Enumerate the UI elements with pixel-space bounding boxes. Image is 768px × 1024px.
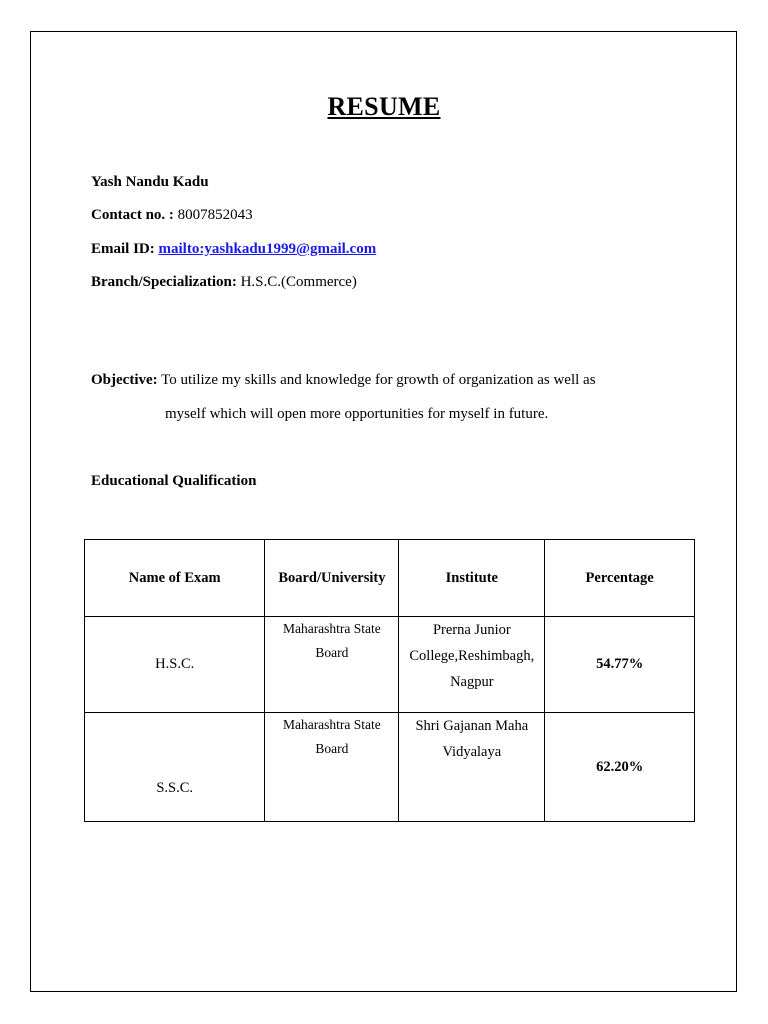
branch-line — [91, 274, 357, 291]
percentage-cell: 54.77% — [545, 617, 695, 713]
board-line: Board — [315, 645, 349, 660]
institute-line: College,Reshimbagh, — [409, 648, 535, 664]
branch-value: H.S.C.(Commerce) — [240, 274, 357, 290]
table-row — [85, 617, 695, 713]
contact-value: 8007852043 — [177, 207, 253, 223]
institute-line: Vidyalaya — [442, 744, 502, 760]
objective-text-line2: myself which will open more opportunities for myself in future. — [165, 406, 549, 422]
contact-label: Contact no. : — [91, 207, 174, 223]
institute-cell — [399, 713, 545, 822]
branch-label: Branch/Specialization: — [91, 274, 237, 290]
contact-line — [91, 207, 253, 224]
email-line — [91, 241, 376, 258]
email-label: Email ID: — [91, 241, 155, 257]
header-exam: Name of Exam — [85, 540, 265, 617]
table-row — [85, 713, 695, 822]
institute-cell — [399, 617, 545, 713]
objective-text-line1: To utilize my skills and knowledge for growth of organization as well as — [161, 372, 596, 388]
percentage-cell: 62.20% — [545, 713, 695, 822]
exam-cell: H.S.C. — [85, 617, 265, 713]
institute-line: Prerna Junior — [432, 622, 511, 638]
board-line: Maharashtra State — [282, 621, 381, 636]
board-cell — [265, 713, 399, 822]
header-institute: Institute — [399, 540, 545, 617]
email-link[interactable]: mailto:yashkadu1999@gmail.com — [158, 241, 377, 257]
table-header-row — [85, 540, 695, 617]
candidate-name: Yash Nandu Kadu — [91, 174, 209, 190]
board-line: Board — [315, 741, 349, 756]
board-cell — [265, 617, 399, 713]
institute-line: Nagpur — [450, 674, 494, 690]
header-board: Board/University — [265, 540, 399, 617]
education-table — [84, 539, 695, 822]
exam-cell: S.S.C. — [85, 713, 265, 822]
resume-title: RESUME — [327, 92, 441, 121]
education-heading: Educational Qualification — [91, 473, 257, 489]
objective-label: Objective: — [91, 372, 158, 388]
board-line: Maharashtra State — [282, 717, 381, 732]
institute-line: Shri Gajanan Maha — [415, 718, 529, 734]
header-percentage: Percentage — [545, 540, 695, 617]
objective-line — [91, 372, 596, 389]
